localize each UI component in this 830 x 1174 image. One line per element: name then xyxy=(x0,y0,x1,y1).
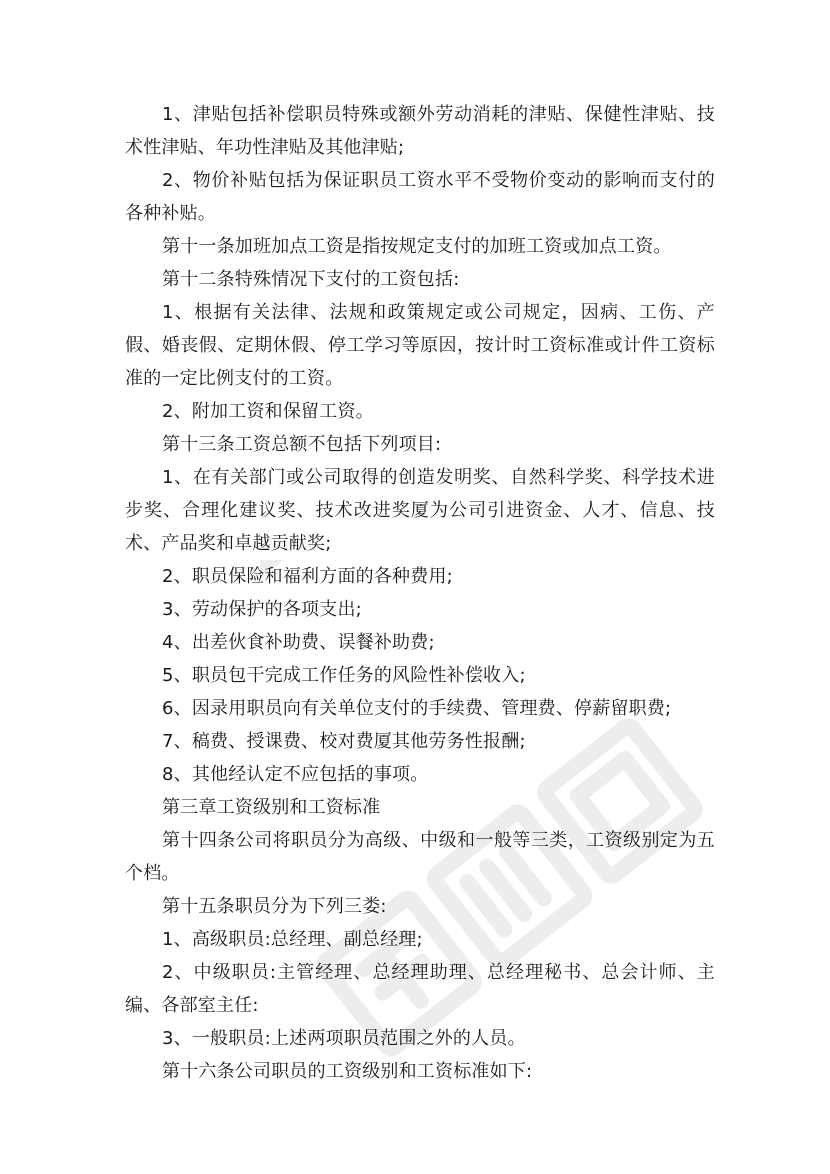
paragraph-article-15-item-2: 2、中级职员:主管经理、总经理助理、总经理秘书、总会计师、主编、各部室主任: xyxy=(125,962,715,1016)
paragraph-subsidy-allowance: 1、津贴包括补偿职员特殊或额外劳动消耗的津贴、保健性津贴、技术性津贴、年功性津贴及其他津贴; xyxy=(125,104,715,158)
paragraph-article-15-item-3: 3、一般职员:上述两项职员范围之外的人员。 xyxy=(162,1028,526,1049)
paragraph-article-13-item-1: 1、在有关部门或公司取得的创造发明奖、自然科学奖、科学技术进步奖、合理化建议奖、技术改进奖厦为公司引进资金、人才、信息、技术、产品奖和卓越贡献奖; xyxy=(125,467,715,554)
paragraph-price-subsidy: 2、物价补贴包括为保证职员工资水平不受物价变动的影响而支付的各种补贴。 xyxy=(125,170,715,224)
chapter-3-heading: 第三章工资级别和工资标准 xyxy=(162,797,381,818)
paragraph-article-13-item-8: 8、其他经认定不应包括的事项。 xyxy=(162,764,429,785)
paragraph-article-16: 第十六条公司职员的工资级别和工资标准如下: xyxy=(162,1061,533,1082)
paragraph-article-14: 第十四条公司将职员分为高级、中级和一般等三类，工资级别定为五个档。 xyxy=(125,830,715,884)
paragraph-article-13-item-3: 3、劳动保护的各项支出; xyxy=(162,599,362,620)
paragraph-article-13-item-2: 2、职员保险和福利方面的各种费用; xyxy=(162,566,453,587)
paragraph-article-15-item-1: 1、高级职员:总经理、副总经理; xyxy=(162,929,423,950)
document-body xyxy=(125,98,715,1088)
paragraph-article-11: 第十一条加班加点工资是指按规定支付的加班工资或加点工资。 xyxy=(162,236,672,257)
paragraph-article-12: 第十二条特殊情况下支付的工资包括: xyxy=(162,269,460,290)
paragraph-article-13-item-4: 4、出差伙食补助费、误餐补助费; xyxy=(162,632,435,653)
paragraph-article-13-item-7: 7、稿费、授课费、校对费厦其他劳务性报酬; xyxy=(162,731,526,752)
paragraph-article-13-item-6: 6、因录用职员向有关单位支付的手续费、管理费、停薪留职费; xyxy=(162,698,672,719)
paragraph-article-13-item-5: 5、职员包干完成工作任务的风险性补偿收入; xyxy=(162,665,526,686)
paragraph-article-13: 第十三条工资总额不包括下列项目: xyxy=(162,434,442,455)
paragraph-article-12-item-1: 1、根据有关法律、法规和政策规定或公司规定，因病、工伤、产假、婚丧假、定期休假、停工学习等原因，按计时工资标准或计件工资标准的一定比例支付的工资。 xyxy=(125,302,715,389)
paragraph-article-15: 第十五条职员分为下列三娄: xyxy=(162,896,387,917)
paragraph-article-12-item-2: 2、附加工资和保留工资。 xyxy=(162,401,374,422)
